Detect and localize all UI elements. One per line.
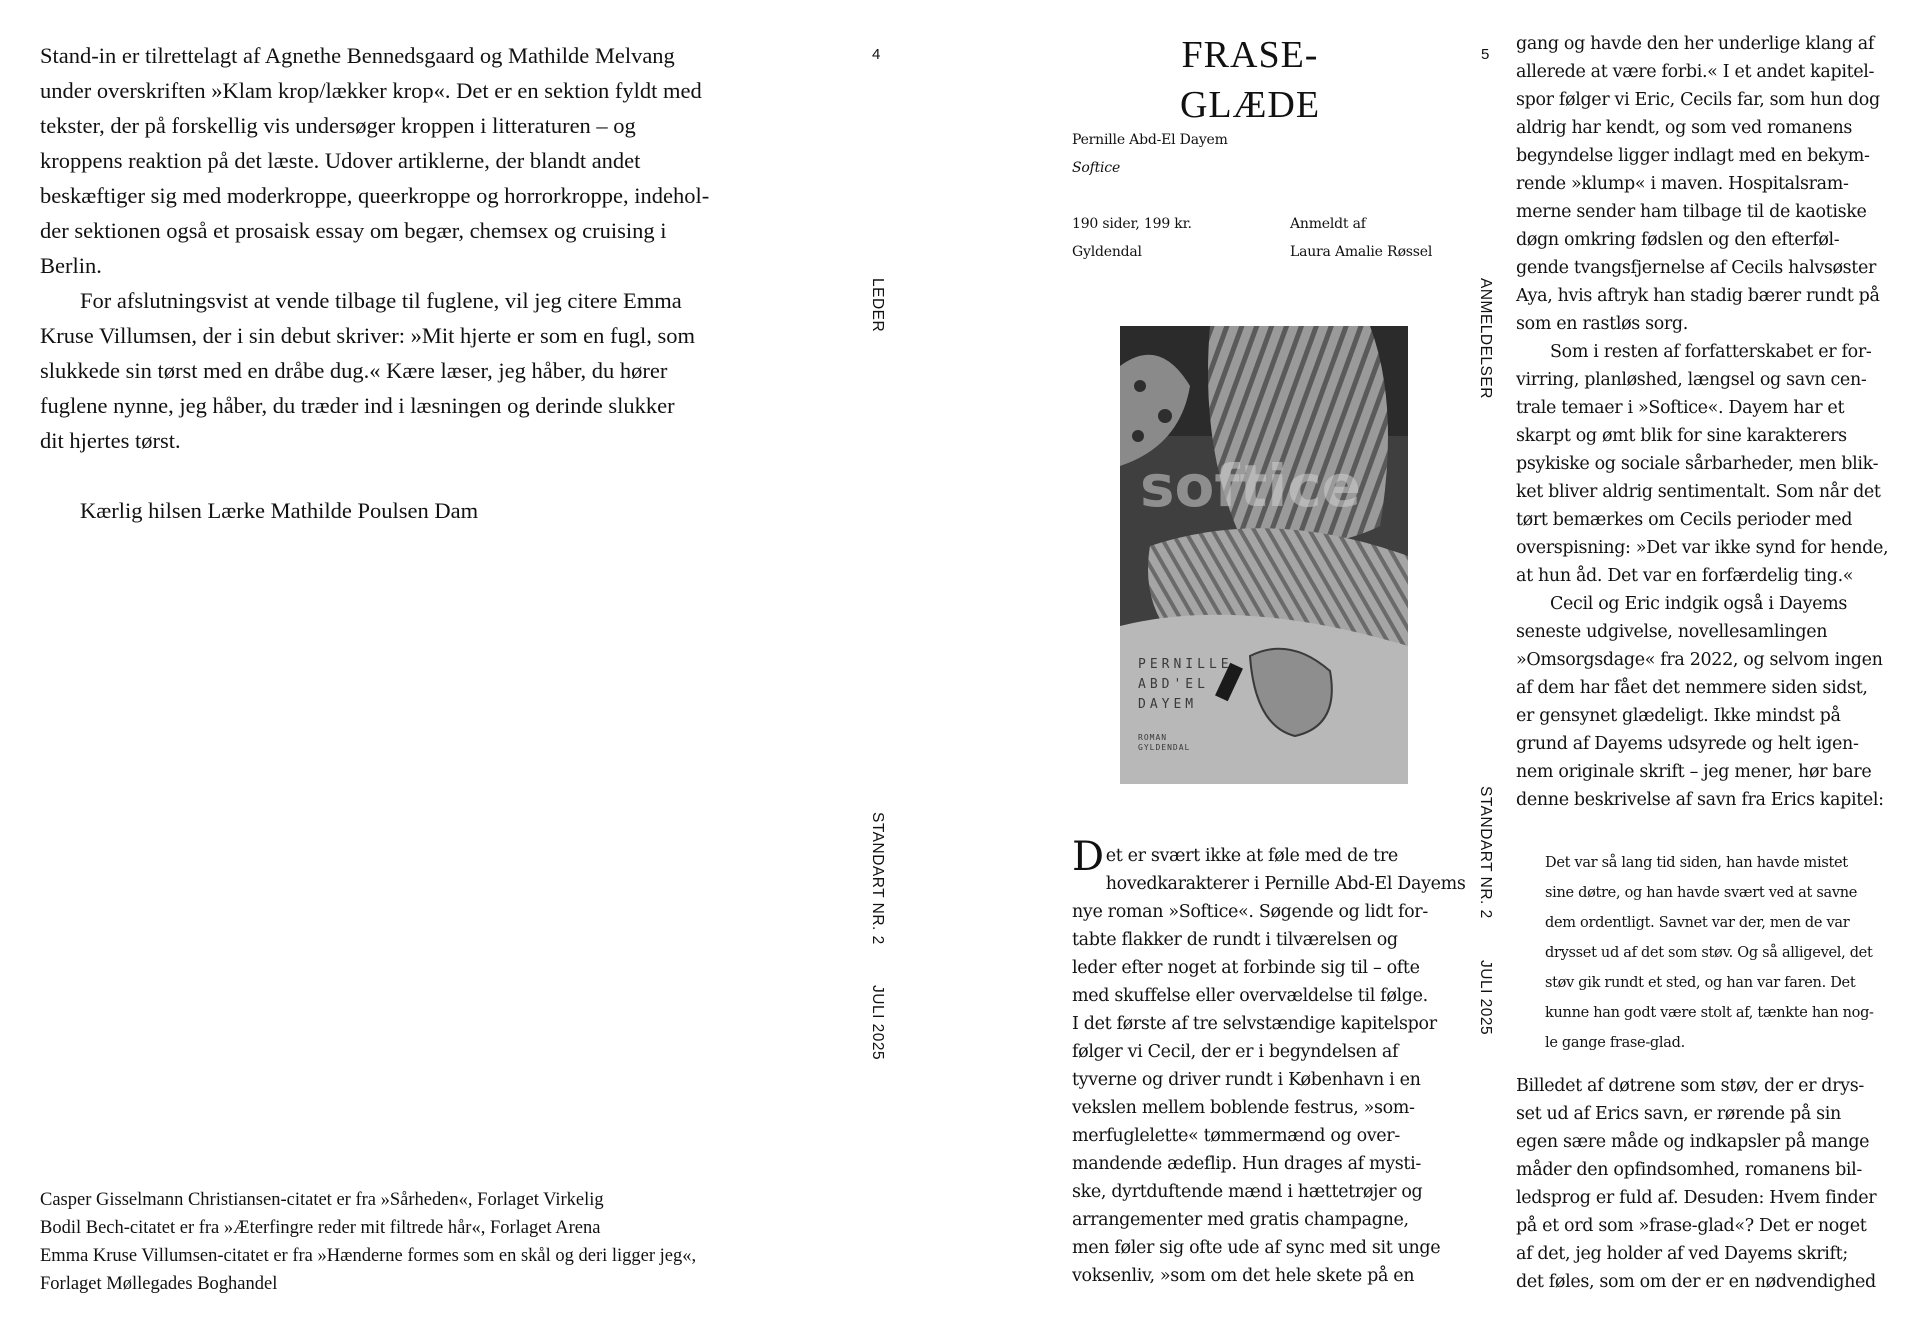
text-line: denne beskrivelse af savn fra Erics kapitel: <box>1516 790 1884 810</box>
text-line: et er svært ikke at føle med de tre <box>1105 846 1398 866</box>
text-line: beskæftiger sig med moderkroppe, queerkroppe og horrorkroppe, indehol- <box>40 183 710 208</box>
text-line: Billedet af døtrene som støv, der er drys- <box>1516 1076 1864 1096</box>
cover-photo <box>1120 326 1408 784</box>
text-line: kroppens reaktion på det læste. Udover artiklerne, der blandt andet <box>40 148 641 173</box>
text-line: som en rastløs sorg. <box>1516 314 1688 334</box>
text-line: psykiske og sociale sårbarheder, men blik- <box>1516 454 1879 474</box>
text-line: under overskriften »Klam krop/lækker krop«. Det er en sektion fyldt med <box>40 78 702 103</box>
text-line: på et ord som »frase-glad«? Det er noget <box>1516 1216 1867 1236</box>
text-line: merne sender ham tilbage til de kaotiske <box>1516 202 1867 222</box>
text-line: spor følger vi Eric, Cecils far, som hun dog <box>1516 90 1880 110</box>
text-line: voksenliv, »som om det hele skete på en <box>1072 1266 1415 1286</box>
text-line: tekster, der på forskellig vis undersøger kroppen i litteraturen – og <box>40 113 636 138</box>
text-line: af dem har fået det nemmere siden sidst, <box>1516 678 1868 698</box>
section-label-right: ANMELDELSER <box>1477 278 1494 399</box>
text-line: Berlin. <box>40 253 102 278</box>
footnotes <box>40 1186 840 1298</box>
text-line: arrangementer med gratis champagne, <box>1072 1210 1409 1230</box>
text-line: vekslen mellem boblende festrus, »som- <box>1072 1098 1415 1118</box>
text-line: overspisning: »Det var ikke synd for hende, <box>1516 538 1889 558</box>
text-line: dit hjertes tørst. <box>40 428 181 453</box>
text-line: Stand-in er tilrettelagt af Agnethe Bennedsgaard og Mathilde Melvang <box>40 43 675 68</box>
book-author: Pernille Abd-El Dayem <box>1072 132 1228 148</box>
review-title: FRASE-GLÆDE <box>1179 34 1321 126</box>
text-line: aldrig har kendt, og som ved romanens <box>1516 118 1853 138</box>
footnote: Forlaget Møllegades Boghandel <box>40 1274 278 1294</box>
text-line: skarpt og ømt blik for sine karakterers <box>1516 426 1847 446</box>
text-line: rende »klump« i maven. Hospitalsram- <box>1516 174 1849 194</box>
quote-line: kunne han godt være stolt af, tænkte han nog- <box>1545 1005 1874 1021</box>
text-line: at hun åd. Det var en forfærdelig ting.« <box>1516 566 1854 586</box>
page-number-right: 5 <box>1481 46 1490 63</box>
issue-label-left: STANDART NR. 2 <box>869 812 886 945</box>
publisher: Gyldendal <box>1072 244 1142 260</box>
text-line: mandende ædeflip. Hun drages af mysti- <box>1072 1154 1421 1174</box>
text-line: tørt bemærkes om Cecils perioder med <box>1516 510 1853 530</box>
text-line: Cecil og Eric indgik også i Dayems <box>1550 594 1847 614</box>
text-line: der sektionen også et prosaisk essay om begær, chemsex og cruising i <box>40 218 667 243</box>
signoff: Kærlig hilsen Lærke Mathilde Poulsen Dam <box>80 498 479 523</box>
quote-line: drysset ud af det som støv. Og så alligevel, det <box>1545 945 1873 961</box>
text-line: set ud af Erics savn, er rørende på sin <box>1516 1104 1841 1124</box>
review-column-1 <box>1072 834 1466 1290</box>
book-cover-image <box>1120 326 1408 784</box>
text-line: med skuffelse eller overvældelse til følge. <box>1072 986 1428 1006</box>
book-title <box>1072 154 1120 182</box>
text-line: følger vi Cecil, der er i begyndelsen af <box>1072 1042 1399 1062</box>
drop-cap: D <box>1072 834 1104 880</box>
date-label-right: JULI 2025 <box>1477 960 1494 1036</box>
cover-author-line: PERNILLE <box>1138 657 1233 672</box>
text-line: Som i resten af forfatterskabet er for- <box>1550 342 1872 362</box>
text-line: leder efter noget at forbinde sig til – ofte <box>1072 958 1420 978</box>
text-line: For afslutningsvist at vende tilbage til fuglene, vil jeg citere Emma <box>80 288 682 313</box>
page-number-left: 4 <box>872 46 881 63</box>
text-line: tabte flakker de rundt i tilværelsen og <box>1072 930 1398 950</box>
text-line: I det første af tre selvstændige kapitelspor <box>1072 1014 1437 1034</box>
section-label-left: LEDER <box>869 278 886 333</box>
text-line: egen sære måde og indkapsler på mange <box>1516 1132 1870 1152</box>
text-line: merfuglelette« tømmermænd og over- <box>1072 1126 1400 1146</box>
date-label-left: JULI 2025 <box>869 985 886 1061</box>
text-line: døgn omkring fødslen og den efterføl- <box>1516 230 1840 250</box>
text-line: måder den opfindsomhed, romanens bil- <box>1516 1160 1862 1180</box>
footnote: Emma Kruse Villumsen-citatet er fra »Hænderne formes som en skål og deri ligger jeg«, <box>40 1246 697 1266</box>
text-line: det føles, som om der er en nødvendighed <box>1516 1272 1876 1292</box>
footnote: Casper Gisselmann Christiansen-citatet er fra »Sårheden«, Forlaget Virkelig <box>40 1190 604 1210</box>
text-line: »Omsorgsdage« fra 2022, og selvom ingen <box>1516 650 1883 670</box>
text-line: virring, planløshed, længsel og savn cen- <box>1516 370 1867 390</box>
text-line: begyndelse ligger indlagt med en bekym- <box>1516 146 1870 166</box>
book-title-text: Softice <box>1072 160 1121 176</box>
text-line: gang og havde den her underlige klang af <box>1516 34 1874 54</box>
text-line: ledsprog er fuld af. Desuden: Hvem finder <box>1516 1188 1877 1208</box>
text-line: allerede at være forbi.« I et andet kapitel- <box>1516 62 1875 82</box>
review-column-2 <box>1516 30 1896 814</box>
reviewed-by-label: Anmeldt af <box>1290 216 1366 232</box>
cover-genre: ROMAN <box>1138 733 1168 742</box>
text-line: fuglene nynne, jeg håber, du træder ind i læsningen og derinde slukker <box>40 393 675 418</box>
quote-line: dem ordentligt. Savnet var der, men de var <box>1545 915 1850 931</box>
quote-line: Det var så lang tid siden, han havde mistet <box>1545 855 1848 871</box>
text-line: slukkede sin tørst med en dråbe dug.« Kære læser, jeg håber, du hører <box>40 358 668 383</box>
text-line: Kruse Villumsen, der i sin debut skriver: »Mit hjerte er som en fugl, som <box>40 323 696 348</box>
cover-publisher: GYLDENDAL <box>1138 743 1191 752</box>
text-line: men føler sig ofte ude af sync med sit unge <box>1072 1238 1441 1258</box>
right-page <box>960 0 1920 1328</box>
block-quote <box>1545 848 1875 1058</box>
text-line: gende tvangsfjernelse af Cecils halvsøster <box>1516 258 1877 278</box>
text-line: ske, dyrtduftende mænd i hættetrøjer og <box>1072 1182 1423 1202</box>
quote-line: le gange frase-glad. <box>1545 1035 1685 1051</box>
text-line: er gensynet glædeligt. Ikke mindst på <box>1516 706 1841 726</box>
text-line: nye roman »Softice«. Søgende og lidt for- <box>1072 902 1428 922</box>
text-line: nem originale skrift – jeg mener, hør bare <box>1516 762 1872 782</box>
reviewer: Laura Amalie Røssel <box>1290 244 1433 260</box>
leader-text <box>40 38 820 528</box>
cover-author-line: ABD'EL <box>1138 677 1209 692</box>
leader-paragraph-1 <box>40 38 820 283</box>
quote-line: sine døtre, og han havde svært ved at savne <box>1545 885 1858 901</box>
text-line: grund af Dayems udsyrede og helt igen- <box>1516 734 1859 754</box>
cover-author-line: DAYEM <box>1138 697 1198 712</box>
text-line: Aya, hvis aftryk han stadig bærer rundt på <box>1516 286 1880 306</box>
review-column-2-end <box>1516 1072 1896 1296</box>
first-line <box>1072 834 1422 880</box>
issue-label-right: STANDART NR. 2 <box>1477 786 1494 919</box>
text-line: seneste udgivelse, novellesamlingen <box>1516 622 1828 642</box>
text-line: ket bliver aldrig sentimentalt. Som når det <box>1516 482 1881 502</box>
quote-line: støv gik rundt et sted, og han var faren. Det <box>1545 975 1856 991</box>
text-line: trale temaer i »Softice«. Dayem har et <box>1516 398 1845 418</box>
leader-paragraph-2 <box>40 283 820 458</box>
text-line: tyverne og driver rundt i København i en <box>1072 1070 1421 1090</box>
text-line: af det, jeg holder af ved Dayems skrift; <box>1516 1244 1848 1264</box>
footnote: Bodil Bech-citatet er fra »Æterfingre reder mit filtrede hår«, Forlaget Arena <box>40 1218 601 1238</box>
cover-title: softice <box>1140 452 1361 520</box>
text-line: hovedkarakterer i Pernille Abd-El Dayems <box>1105 874 1466 894</box>
pages-price: 190 sider, 199 kr. <box>1072 216 1192 232</box>
